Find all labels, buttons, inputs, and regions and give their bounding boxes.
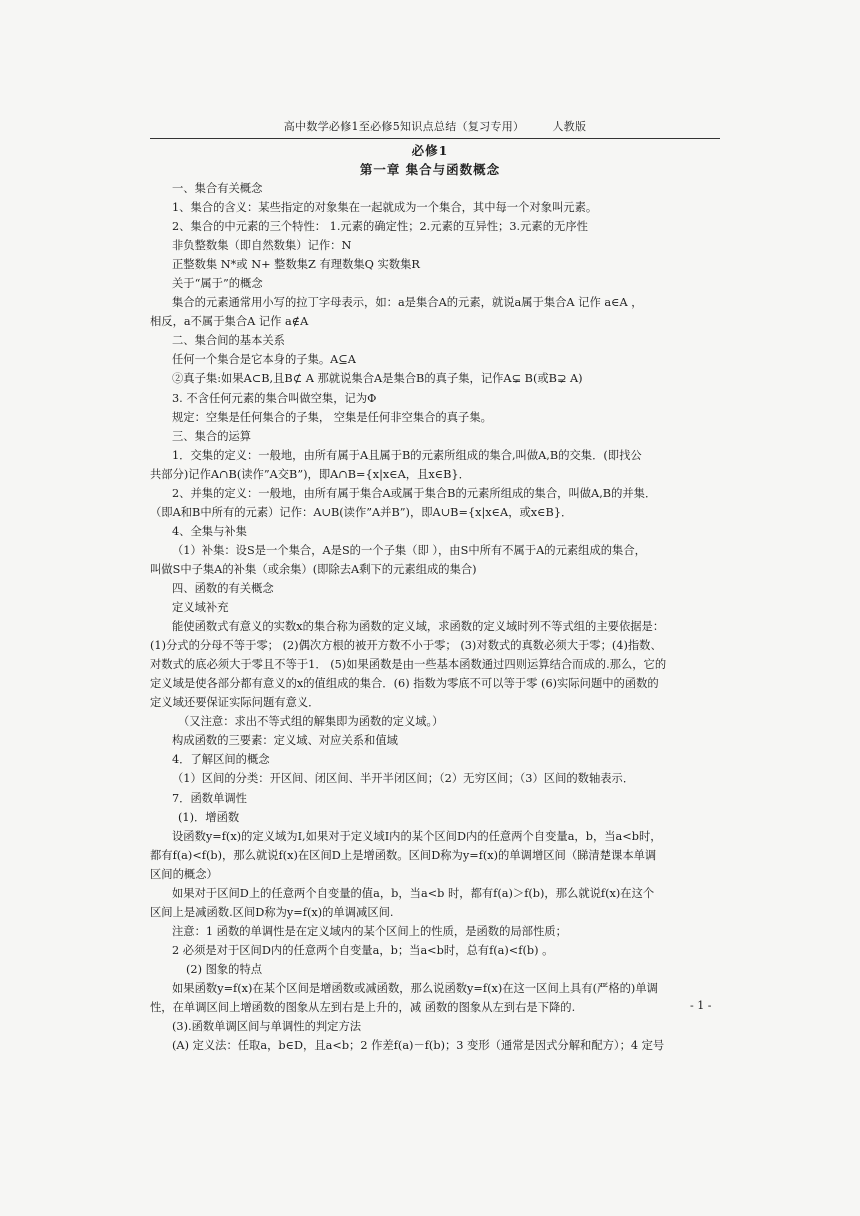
text-line: 1、集合的含义：某些指定的对象集在一起就成为一个集合，其中每一个对象叫元素。 [172,201,598,215]
text-line: ②真子集:如果A⊂B,且B⊄ A 那就说集合A是集合B的真子集，记作A⊊ B(或B⊋ A) [172,372,583,386]
text-line: 都有f(a)<f(b)，那么就说f(x)在区间D上是增函数。区间D称为y=f(x)的单调增区间（睇清楚课本单调 [150,848,657,862]
text-line: (2) 图象的特点 [186,962,263,976]
text-line: (A) 定义法：任取a，b∈D，且a<b；2 作差f(a)－f(b)；3 变形（通常是因式分解和配方）；4 定号 [172,1039,665,1053]
text-line: 定义域是使各部分都有意义的x的值组成的集合．(6) 指数为零底不可以等于零 (6)实际问题中的函数的 [150,677,659,691]
text-line: 规定：空集是任何集合的子集， 空集是任何非空集合的真子集。 [172,410,492,424]
text-line: （1）区间的分类：开区间、闭区间、半开半闭区间；（2）无穷区间；（3）区间的数轴表示． [172,772,635,786]
text-line: 2、集合的中元素的三个特性： 1.元素的确定性；2.元素的互异性；3.元素的无序性 [172,220,588,234]
body-text [150,179,720,1055]
text-line: 1．交集的定义：一般地，由所有属于A且属于B的元素所组成的集合,叫做A,B的交集．(即找公 [172,448,642,462]
text-line: 如果对于区间D上的任意两个自变量的值a，b，当a<b 时，都有f(a)＞f(b)，那么就说f(x)在这个 [172,886,655,900]
text-line: 四、函数的有关概念 [172,581,274,595]
text-line: 集合的元素通常用小写的拉丁字母表示，如：a是集合A的元素，就说a属于集合A 记作 a∈A ， [172,296,643,310]
text-line: 定义域补充 [172,601,229,615]
text-line: 4．了解区间的概念 [172,753,270,767]
text-line: 相反，a不属于集合A 记作 a∉A [150,315,309,329]
page-header [150,118,720,139]
text-line: 能使函数式有意义的实数x的集合称为函数的定义域，求函数的定义域时列不等式组的主要依据是： [172,620,665,634]
text-line: 二、集合间的基本关系 [172,334,285,348]
text-line: 关于“属于”的概念 [172,277,263,291]
text-line: 正整数集 N*或 N+ 整数集Z 有理数集Q 实数集R [172,258,420,272]
text-line: 2、并集的定义：一般地，由所有属于集合A或属于集合B的元素所组成的集合，叫做A,B的并集． [172,486,657,500]
text-line: 注意：1 函数的单调性是在定义域内的某个区间上的性质，是函数的局部性质； [172,924,567,938]
text-line: 一、集合有关概念 [172,182,263,195]
text-line: 共部分)记作A∩B(读作”A交B”)，即A∩B={x|x∈A，且x∈B}． [150,467,470,481]
text-line: 性，在单调区间上增函数的图象从左到右是上升的，减 函数的图象从左到右是下降的. [150,1001,576,1015]
chapter-title: 第一章 集合与函数概念 [359,162,501,177]
text-line: （又注意：求出不等式组的解集即为函数的定义域。） [178,715,444,729]
header-edition: 人教版 [552,120,587,133]
text-line: 2 必须是对于区间D内的任意两个自变量a，b；当a<b时，总有f(a)<f(b) 。 [172,943,554,957]
text-line: 构成函数的三要素：定义域、对应关系和值域 [172,734,398,748]
book-title: 必修1 [411,143,449,158]
text-line: 任何一个集合是它本身的子集。A⊆A [172,353,356,367]
text-line: 叫做S中子集A的补集（或余集）(即除去A剩下的元素组成的集合) [150,562,477,576]
text-line: 4、全集与补集 [172,524,247,538]
text-line: (1)分式的分母不等于零； (2)偶次方根的被开方数不小于零； (3)对数式的真数必须大于零；(4)指数、 [150,639,662,653]
text-line: (3).函数单调区间与单调性的判定方法 [172,1020,362,1034]
text-line: 3. 不含任何元素的集合叫做空集，记为Φ [172,391,377,405]
text-line: 三、集合的运算 [172,429,252,443]
text-line: 对数式的底必须大于零且不等于1． (5)如果函数是由一些基本函数通过四则运算结合而成的.那么，它的 [150,658,667,672]
text-line: 定义域还要保证实际问题有意义． [150,696,320,710]
text-line: 设函数y=f(x)的定义域为I,如果对于定义域I内的某个区间D内的任意两个自变量a，b，当a<b时， [172,829,662,843]
text-line: （即A和B中所有的元素）记作：A∪B(读作”A并B”)，即A∪B={x|x∈A，或x∈B}． [150,505,573,519]
page-number: - 1 - [690,999,712,1012]
text-line: 非负整数集（即自然数集）记作：N [172,239,352,253]
text-line: 如果函数y=f(x)在某个区间是增函数或减函数，那么说函数y=f(x)在这一区间上具有(严格的)单调 [172,981,658,995]
text-line: 区间上是减函数.区间D称为y=f(x)的单调减区间. [150,905,394,919]
text-line: 7．函数单调性 [172,791,247,805]
text-line: (1)．增函数 [178,810,240,824]
text-line: （1）补集：设S是一个集合，A是S的一个子集（即 ），由S中所有不属于A的元素组成的集合， [172,543,646,557]
header-title: 高中数学必修1至必修5知识点总结（复习专用） [283,120,525,133]
text-line: 区间的概念） [150,867,218,881]
